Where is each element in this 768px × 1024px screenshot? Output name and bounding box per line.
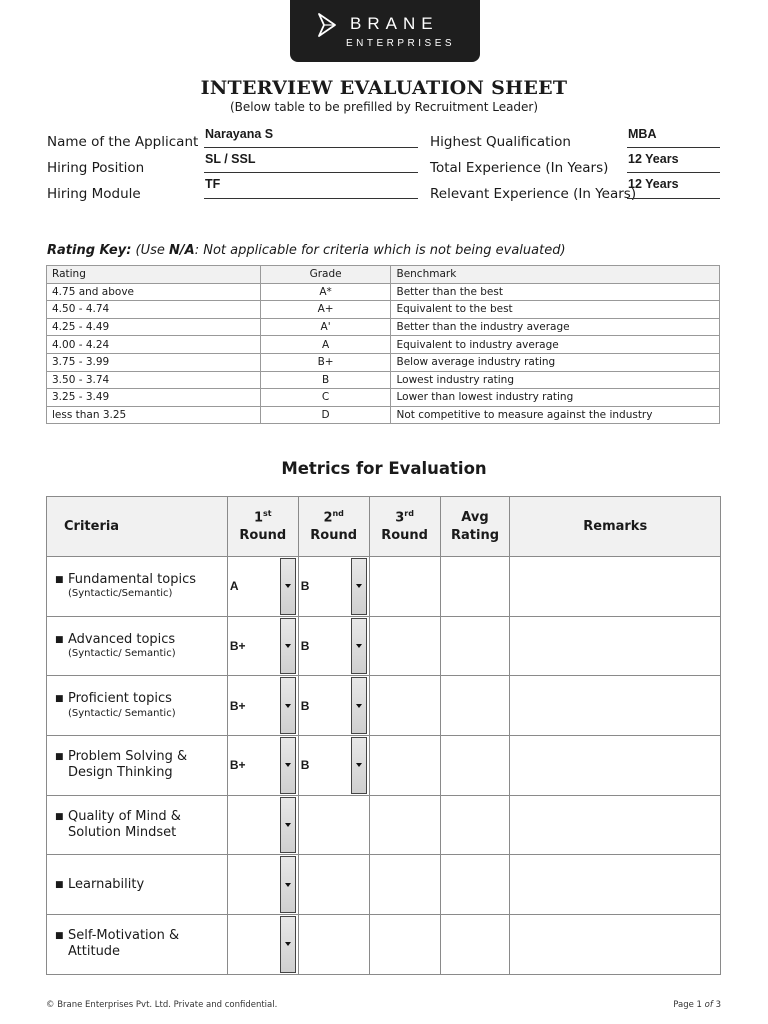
- criteria-name: Fundamental topics: [68, 571, 197, 587]
- remarks-cell[interactable]: [510, 616, 721, 676]
- criteria-name: Problem Solving &: [68, 749, 188, 765]
- criteria-name: Learnability: [68, 876, 145, 892]
- avg-rating-cell: [440, 915, 510, 975]
- metrics-table: [46, 496, 721, 975]
- criteria-subtitle: (Syntactic/Semantic): [68, 588, 173, 600]
- remarks-cell[interactable]: [510, 676, 721, 736]
- remarks-cell[interactable]: [510, 795, 721, 855]
- criteria-column-header: Criteria: [47, 497, 228, 557]
- round1-grade-value: A: [229, 579, 239, 594]
- applicant-name-label: Name of the Applicant: [47, 134, 199, 150]
- round1-column-header: [227, 497, 298, 557]
- avg-rating-cell: [440, 795, 510, 855]
- criteria-name-line2: Design Thinking: [68, 765, 173, 781]
- rating-key-na: N/A: [169, 243, 195, 258]
- criteria-subtitle: (Syntactic/ Semantic): [68, 647, 176, 659]
- highest-qualification-field[interactable]: MBA: [627, 127, 720, 148]
- table-row: [47, 353, 720, 371]
- dropdown-button[interactable]: [280, 558, 296, 615]
- round1-grade-value: B+: [229, 758, 246, 773]
- round2-word: Round: [310, 527, 358, 543]
- criteria-name-line2: Attitude: [68, 944, 121, 960]
- round1-grade-select[interactable]: [227, 855, 298, 915]
- document-subtitle: (Below table to be prefilled by Recruitment Leader): [229, 100, 539, 114]
- benchmark-cell: Not competitive to measure against the industry: [391, 406, 720, 424]
- brand-name: BRANE: [350, 14, 439, 33]
- rating-cell: 4.75 and above: [47, 283, 261, 301]
- dropdown-button[interactable]: [280, 737, 296, 794]
- benchmark-cell: Equivalent to industry average: [391, 336, 720, 354]
- document-title: INTERVIEW EVALUATION SHEET: [200, 77, 568, 99]
- brand-subname: ENTERPRISES: [346, 38, 456, 49]
- table-row: [47, 855, 721, 915]
- benchmark-cell: Better than the industry average: [391, 318, 720, 336]
- table-row: [47, 557, 721, 617]
- criteria-cell: [47, 795, 228, 855]
- dropdown-button[interactable]: [280, 797, 296, 854]
- benchmark-cell: Lowest industry rating: [391, 371, 720, 389]
- dropdown-button[interactable]: [351, 558, 367, 615]
- table-row: [47, 389, 720, 407]
- round2-suffix: nd: [332, 508, 344, 518]
- benchmark-column-header: Benchmark: [391, 266, 720, 284]
- round3-grade-cell[interactable]: [369, 557, 440, 617]
- grade-cell: B+: [260, 353, 391, 371]
- remarks-cell[interactable]: [510, 557, 721, 617]
- benchmark-cell: Better than the best: [391, 283, 720, 301]
- round3-grade-cell[interactable]: [369, 616, 440, 676]
- applicant-name-field[interactable]: Narayana S: [204, 127, 418, 148]
- chevron-down-icon: [356, 644, 362, 648]
- table-row: [47, 301, 720, 319]
- round3-grade-cell[interactable]: [369, 736, 440, 796]
- criteria-subtitle: (Syntactic/ Semantic): [68, 707, 176, 719]
- criteria-cell: [47, 736, 228, 796]
- grade-cell: A: [260, 336, 391, 354]
- rating-key-use: (Use: [131, 243, 170, 258]
- round2-grade-select[interactable]: [298, 616, 369, 676]
- round2-grade-value: B: [300, 758, 310, 773]
- rating-cell: 4.25 - 4.49: [47, 318, 261, 336]
- round3-grade-cell[interactable]: [369, 676, 440, 736]
- criteria-name: Quality of Mind &: [68, 808, 181, 824]
- round2-grade-cell[interactable]: [298, 915, 369, 975]
- bullet-icon: ■: [55, 694, 64, 705]
- table-row: [47, 736, 721, 796]
- rating-key-suffix: : Not applicable for criteria which is not being evaluated): [194, 243, 566, 258]
- chevron-down-icon: [285, 704, 291, 708]
- avg-rating-cell: [440, 736, 510, 796]
- rating-cell: less than 3.25: [47, 406, 261, 424]
- footer-copyright: © Brane Enterprises Pvt. Ltd. Private and confidential.: [46, 1000, 278, 1010]
- rating-cell: 3.25 - 3.49: [47, 389, 261, 407]
- bullet-icon: ■: [55, 752, 64, 763]
- dropdown-button[interactable]: [351, 677, 367, 734]
- round1-suffix: st: [262, 508, 272, 518]
- round3-grade-cell[interactable]: [369, 795, 440, 855]
- chevron-down-icon: [285, 763, 291, 767]
- round3-grade-cell[interactable]: [369, 855, 440, 915]
- brane-logo-mark-icon: [316, 12, 338, 38]
- remarks-cell[interactable]: [510, 855, 721, 915]
- round2-grade-cell[interactable]: [298, 795, 369, 855]
- round2-grade-value: B: [300, 579, 310, 594]
- relevant-experience-field[interactable]: 12 Years: [627, 177, 720, 199]
- round3-suffix: rd: [404, 508, 414, 518]
- criteria-cell: [47, 557, 228, 617]
- criteria-cell: [47, 915, 228, 975]
- table-row: [47, 616, 721, 676]
- chevron-down-icon: [285, 644, 291, 648]
- round2-grade-select[interactable]: [298, 736, 369, 796]
- benchmark-cell: Equivalent to the best: [391, 301, 720, 319]
- round3-number: 3: [395, 510, 405, 526]
- criteria-cell: [47, 676, 228, 736]
- rating-cell: 3.50 - 3.74: [47, 371, 261, 389]
- criteria-cell: [47, 616, 228, 676]
- bullet-icon: ■: [55, 879, 64, 890]
- grade-cell: D: [260, 406, 391, 424]
- round1-number: 1: [253, 510, 263, 526]
- highest-qualification-label: Highest Qualification: [430, 134, 571, 150]
- rating-cell: 4.00 - 4.24: [47, 336, 261, 354]
- rating-cell: 3.75 - 3.99: [47, 353, 261, 371]
- round3-word: Round: [381, 527, 428, 543]
- bullet-icon: ■: [55, 634, 64, 645]
- chevron-down-icon: [285, 883, 291, 887]
- round2-grade-cell[interactable]: [298, 855, 369, 915]
- chevron-down-icon: [356, 763, 362, 767]
- rating-table-header-row: [47, 266, 720, 284]
- round1-grade-select[interactable]: [227, 616, 298, 676]
- criteria-name: Self-Motivation &: [68, 928, 180, 944]
- table-row: [47, 406, 720, 424]
- metrics-header-row: [47, 497, 721, 557]
- bullet-icon: ■: [55, 811, 64, 822]
- footer-page-number: [673, 1000, 721, 1010]
- round1-grade-value: B+: [229, 639, 246, 654]
- round1-word: Round: [239, 527, 287, 543]
- page-suffix: 3: [712, 1000, 721, 1010]
- table-row: [47, 318, 720, 336]
- criteria-name-line2: Solution Mindset: [68, 825, 177, 841]
- avg-rating-cell: [440, 557, 510, 617]
- bullet-icon: ■: [55, 574, 64, 585]
- rating-key-table: [46, 265, 720, 424]
- dropdown-button[interactable]: [280, 856, 296, 913]
- round1-grade-select[interactable]: [227, 915, 298, 975]
- bullet-icon: ■: [55, 931, 64, 942]
- round2-grade-value: B: [300, 639, 310, 654]
- dropdown-button[interactable]: [351, 737, 367, 794]
- avg-rating-cell: [440, 855, 510, 915]
- round1-grade-select[interactable]: [227, 736, 298, 796]
- hiring-position-field[interactable]: SL / SSL: [204, 152, 418, 173]
- benchmark-cell: Lower than lowest industry rating: [391, 389, 720, 407]
- criteria-name: Advanced topics: [68, 631, 176, 647]
- round3-grade-cell[interactable]: [369, 915, 440, 975]
- avg-line2: Rating: [450, 527, 499, 543]
- dropdown-button[interactable]: [351, 618, 367, 675]
- round2-column-header: [298, 497, 369, 557]
- remarks-cell[interactable]: [510, 915, 721, 975]
- round1-grade-select[interactable]: [227, 557, 298, 617]
- round2-number: 2: [323, 510, 333, 526]
- hiring-module-field[interactable]: TF: [204, 177, 418, 199]
- benchmark-cell: Below average industry rating: [391, 353, 720, 371]
- hiring-module-label: Hiring Module: [47, 186, 141, 202]
- avg-line1: Avg: [461, 509, 489, 525]
- rating-column-header: Rating: [47, 266, 261, 284]
- dropdown-button[interactable]: [280, 916, 296, 973]
- relevant-experience-label: Relevant Experience (In Years): [430, 186, 637, 202]
- rating-key-prefix: Rating Key:: [47, 243, 132, 258]
- grade-cell: A': [260, 318, 391, 336]
- dropdown-button[interactable]: [280, 618, 296, 675]
- grade-column-header: Grade: [260, 266, 391, 284]
- dropdown-button[interactable]: [280, 677, 296, 734]
- criteria-cell: [47, 855, 228, 915]
- round2-grade-select[interactable]: [298, 676, 369, 736]
- table-row: [47, 371, 720, 389]
- page-of: of: [704, 1000, 713, 1010]
- brand-header: [290, 0, 480, 62]
- hiring-position-label: Hiring Position: [47, 160, 145, 176]
- round1-grade-select[interactable]: [227, 795, 298, 855]
- avg-rating-cell: [440, 676, 510, 736]
- table-row: [47, 795, 721, 855]
- criteria-name: Proficient topics: [68, 691, 172, 707]
- rating-cell: 4.50 - 4.74: [47, 301, 261, 319]
- round2-grade-select[interactable]: [298, 557, 369, 617]
- table-row: [47, 283, 720, 301]
- grade-cell: C: [260, 389, 391, 407]
- chevron-down-icon: [285, 942, 291, 946]
- round3-column-header: [369, 497, 440, 557]
- grade-cell: A+: [260, 301, 391, 319]
- table-row: [47, 915, 721, 975]
- grade-cell: A*: [260, 283, 391, 301]
- round2-grade-value: B: [300, 698, 310, 713]
- round1-grade-value: B+: [229, 698, 246, 713]
- avg-rating-column-header: [440, 497, 510, 557]
- chevron-down-icon: [356, 584, 362, 588]
- chevron-down-icon: [285, 584, 291, 588]
- avg-rating-cell: [440, 616, 510, 676]
- chevron-down-icon: [356, 704, 362, 708]
- remarks-column-header: Remarks: [510, 497, 721, 557]
- table-row: [47, 336, 720, 354]
- page-prefix: Page 1: [673, 1000, 705, 1010]
- round1-grade-select[interactable]: [227, 676, 298, 736]
- total-experience-field[interactable]: 12 Years: [627, 152, 720, 173]
- chevron-down-icon: [285, 823, 291, 827]
- metrics-title: Metrics for Evaluation: [281, 459, 487, 478]
- grade-cell: B: [260, 371, 391, 389]
- table-row: [47, 676, 721, 736]
- total-experience-label: Total Experience (In Years): [430, 160, 609, 176]
- remarks-cell[interactable]: [510, 736, 721, 796]
- rating-key-note: [47, 243, 566, 258]
